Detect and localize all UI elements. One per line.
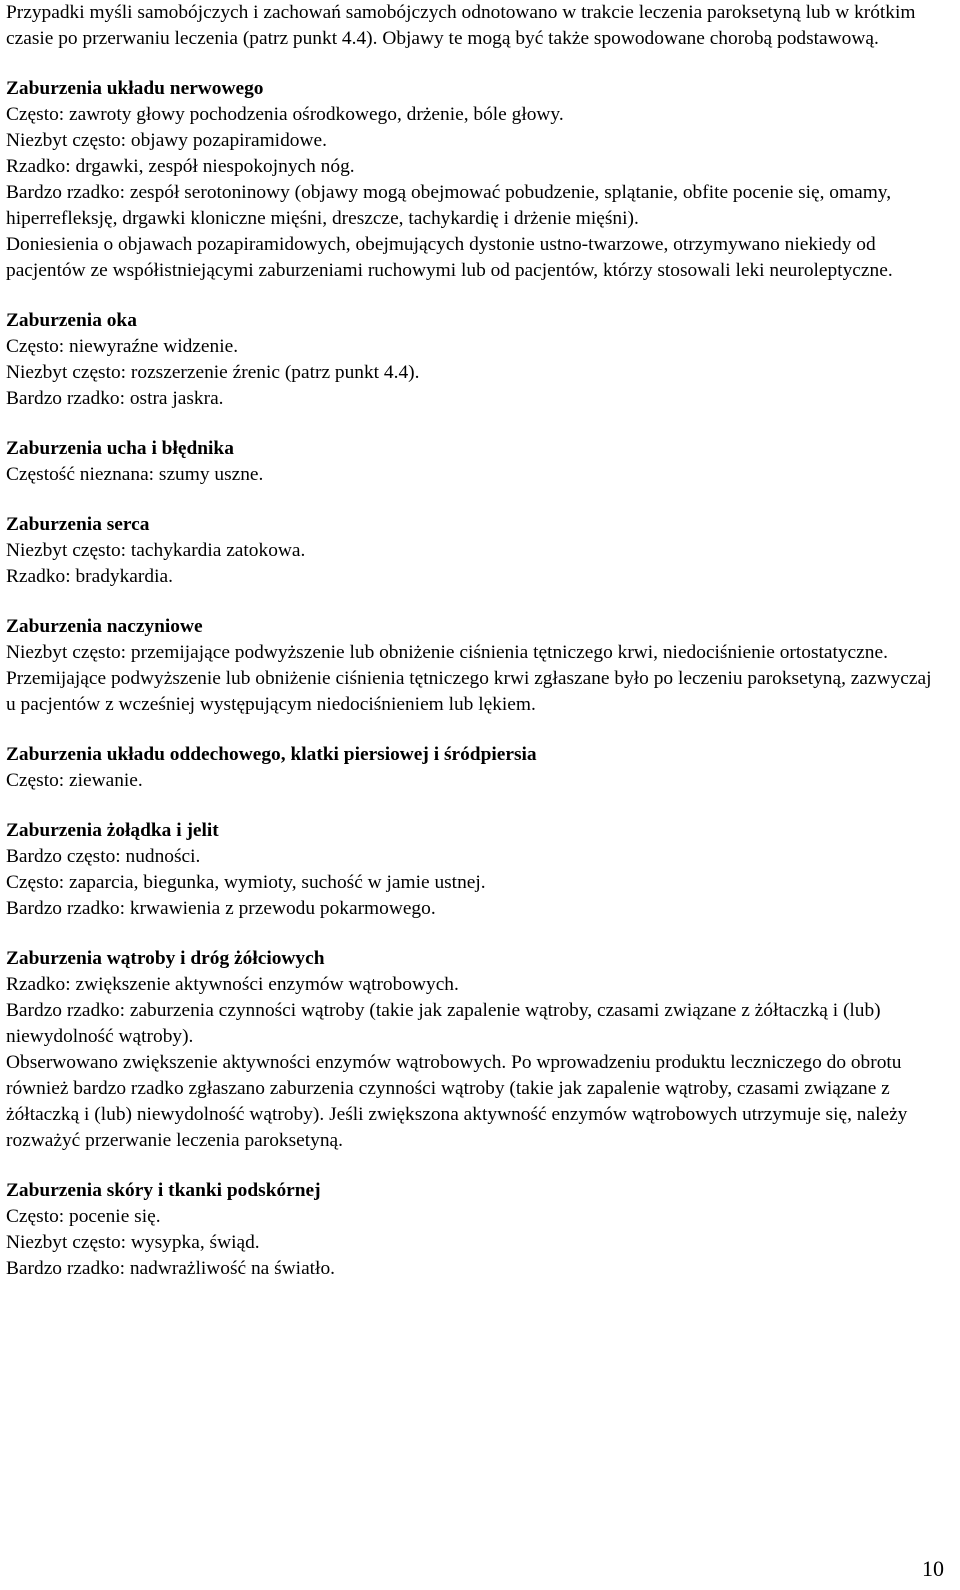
- section-gastrointestinal: [6, 818, 946, 922]
- section-skin: [6, 1178, 946, 1282]
- section-line: Często: pocenie się.: [6, 1206, 161, 1227]
- page-number: 10: [922, 1556, 944, 1581]
- section-gap: [6, 284, 946, 308]
- section-respiratory: [6, 742, 946, 794]
- section-title: Zaburzenia skóry i tkanki podskórnej: [6, 1180, 321, 1201]
- section-line: Rzadko: zwiększenie aktywności enzymów wątrobowych.: [6, 974, 459, 995]
- section-line: Doniesienia o objawach pozapiramidowych, obejmujących dystonie ustno-twarzowe, otrzymywano niekiedy od pacjentów ze współistniejącymi zaburzeniami ruchowymi lub od pacjentów, którzy stosowali leki neuroleptyczne.: [6, 234, 893, 281]
- section-line: Rzadko: drgawki, zespół niespokojnych nóg.: [6, 156, 355, 177]
- section-gap: [6, 590, 946, 614]
- section-title: Zaburzenia ucha i błędnika: [6, 438, 234, 459]
- section-line: Bardzo rzadko: krwawienia z przewodu pokarmowego.: [6, 898, 436, 919]
- section-line: Przemijające podwyższenie lub obniżenie ciśnienia tętniczego krwi zgłaszane było po leczeniu paroksetyną, zazwyczaj u pacjentów z wcześniej występującym niedociśnieniem lub lękiem.: [6, 668, 932, 715]
- section-line: Często: zawroty głowy pochodzenia ośrodkowego, drżenie, bóle głowy.: [6, 104, 564, 125]
- section-eye: [6, 308, 946, 412]
- section-line: Często: niewyraźne widzenie.: [6, 336, 239, 357]
- section-line: Bardzo rzadko: zaburzenia czynności wątroby (takie jak zapalenie wątroby, czasami związane z żółtaczką i (lub) niewydolność wątroby).: [6, 1000, 881, 1047]
- section-vascular: [6, 614, 946, 718]
- section-title: Zaburzenia układu nerwowego: [6, 78, 264, 99]
- section-gap: [6, 718, 946, 742]
- section-line: Niezbyt często: rozszerzenie źrenic (patrz punkt 4.4).: [6, 362, 420, 383]
- section-line: Bardzo rzadko: nadwrażliwość na światło.: [6, 1258, 335, 1279]
- section-title: Zaburzenia żołądka i jelit: [6, 820, 219, 841]
- intro-paragraph: Przypadki myśli samobójczych i zachowań samobójczych odnotowano w trakcie leczenia paroksetyną lub w krótkim czasie po przerwaniu leczenia (patrz punkt 4.4). Objawy te mogą być także spowodowane chorobą podstawową.: [6, 2, 916, 49]
- section-line: Rzadko: bradykardia.: [6, 566, 173, 587]
- section-line: Obserwowano zwiększenie aktywności enzymów wątrobowych. Po wprowadzeniu produktu leczniczego do obrotu również bardzo rzadko zgłaszano zaburzenia czynności wątroby (takie jak zapalenie wątroby, czasami związane z żółtaczką i (lub) niewydolność wątroby). Jeśli zwiększona aktywność enzymów wątrobowych utrzymuje się, należy rozważyć przerwanie leczenia paroksetyną.: [6, 1052, 908, 1151]
- intro-paragraph-block: [6, 0, 946, 52]
- section-title: Zaburzenia wątroby i dróg żółciowych: [6, 948, 325, 969]
- section-title: Zaburzenia oka: [6, 310, 137, 331]
- section-line: Częstość nieznana: szumy uszne.: [6, 464, 264, 485]
- section-title: Zaburzenia naczyniowe: [6, 616, 203, 637]
- section-gap: [6, 412, 946, 436]
- section-gap: [6, 1154, 946, 1178]
- section-line: Często: zaparcia, biegunka, wymioty, suchość w jamie ustnej.: [6, 872, 486, 893]
- section-heart: [6, 512, 946, 590]
- section-line: Często: ziewanie.: [6, 770, 143, 791]
- section-nervous-system: [6, 76, 946, 284]
- section-gap: [6, 52, 946, 76]
- section-ear: [6, 436, 946, 488]
- section-title: Zaburzenia serca: [6, 514, 150, 535]
- section-gap: [6, 488, 946, 512]
- section-line: Bardzo często: nudności.: [6, 846, 201, 867]
- section-line: Niezbyt często: przemijające podwyższenie lub obniżenie ciśnienia tętniczego krwi, niedociśnienie ortostatyczne.: [6, 642, 888, 663]
- section-line: Bardzo rzadko: ostra jaskra.: [6, 388, 224, 409]
- section-title: Zaburzenia układu oddechowego, klatki piersiowej i śródpiersia: [6, 744, 537, 765]
- section-line: Niezbyt często: tachykardia zatokowa.: [6, 540, 306, 561]
- document-page: [6, 0, 946, 1282]
- section-hepatobiliary: [6, 946, 946, 1154]
- section-line: Niezbyt często: objawy pozapiramidowe.: [6, 130, 327, 151]
- section-gap: [6, 794, 946, 818]
- section-gap: [6, 922, 946, 946]
- section-line: Niezbyt często: wysypka, świąd.: [6, 1232, 260, 1253]
- section-line: Bardzo rzadko: zespół serotoninowy (objawy mogą obejmować pobudzenie, splątanie, obfite pocenie się, omamy, hiperrefleksję, drgawki kloniczne mięśni, dreszcze, tachykardię i drżenie mięśni).: [6, 182, 892, 229]
